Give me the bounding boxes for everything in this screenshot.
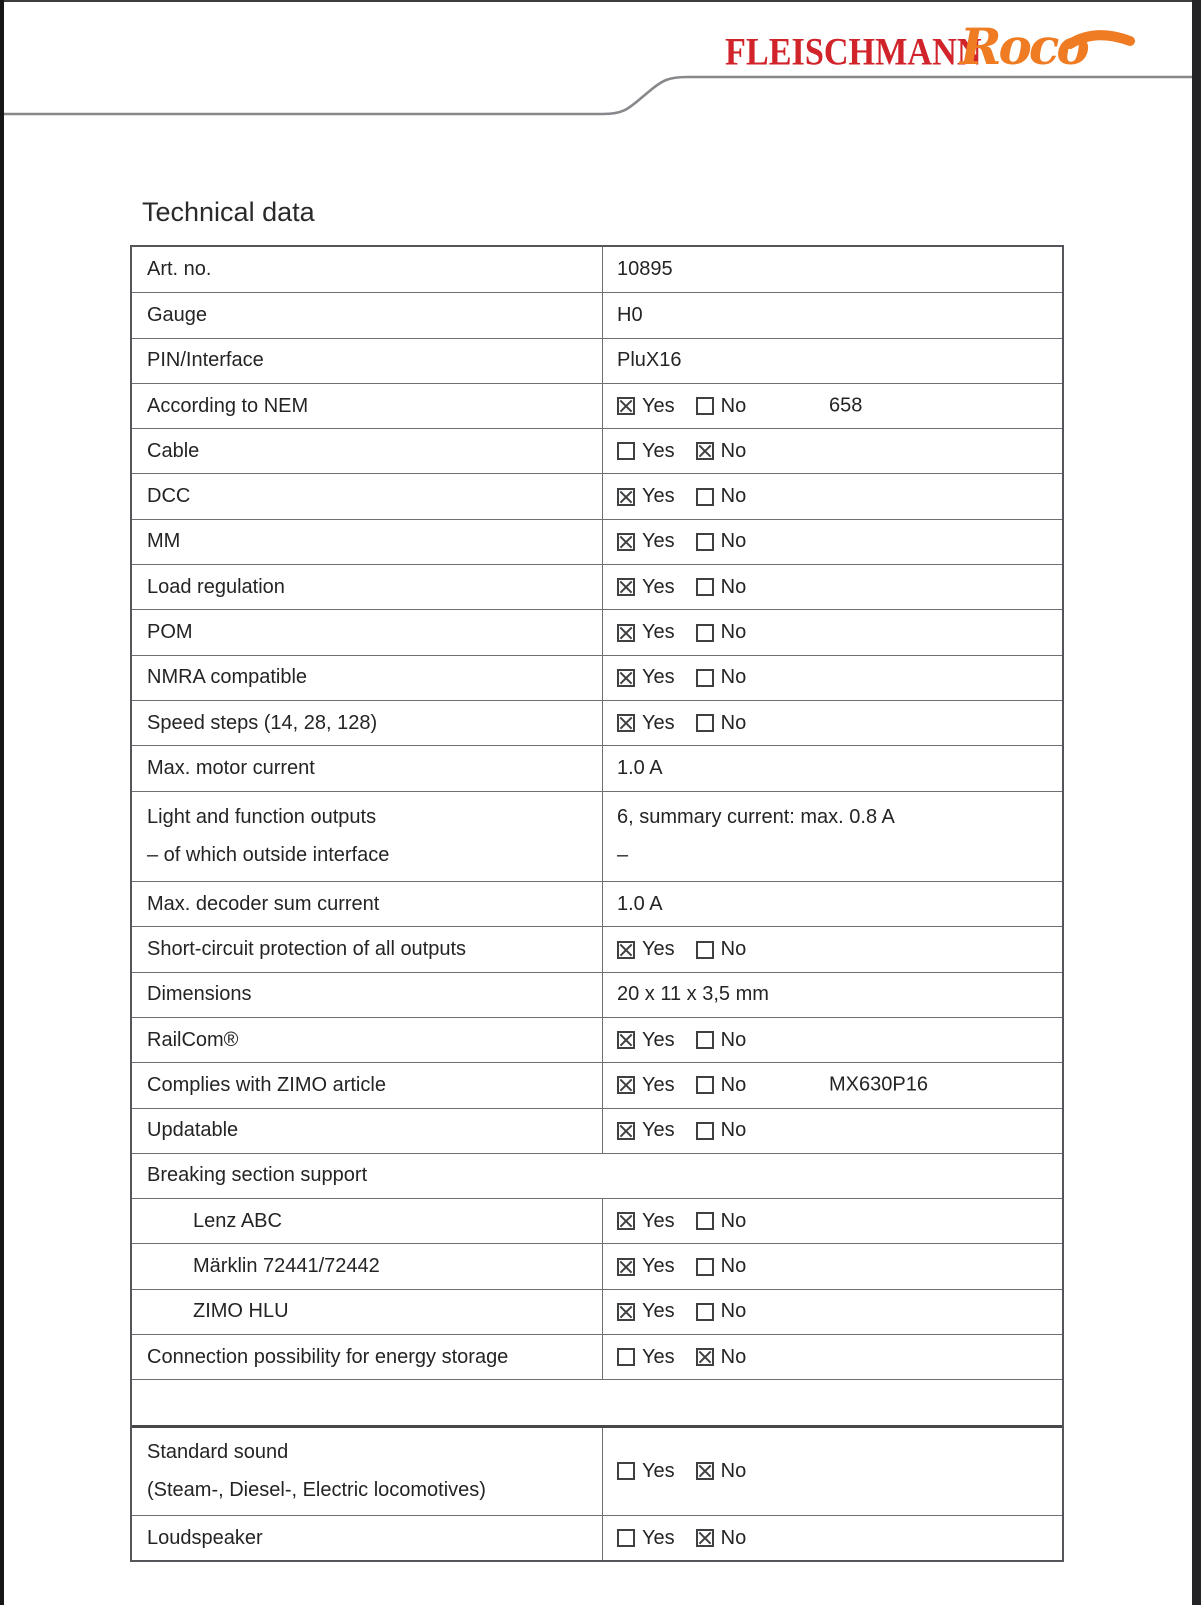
table-row <box>132 655 1062 700</box>
row-label-cell <box>132 247 602 292</box>
yes-no-group <box>617 938 1062 961</box>
yes-checkbox-checked-icon <box>617 1122 635 1140</box>
yes-no-group <box>617 1460 1062 1483</box>
yes-label: Yes <box>642 1119 675 1142</box>
table-row <box>132 1017 1062 1062</box>
row-label: Art. no. <box>147 258 212 281</box>
row-label-cell <box>132 1018 602 1062</box>
yes-checkbox-checked-icon <box>617 1212 635 1230</box>
no-checkbox-checked-icon <box>696 442 714 460</box>
yes-label: Yes <box>642 666 675 689</box>
row-label: Load regulation <box>147 575 285 598</box>
yes-checkbox-checked-icon <box>617 1258 635 1276</box>
row-label-cell <box>132 1290 602 1334</box>
no-checkbox-unchecked-icon <box>696 1031 714 1049</box>
no-label: No <box>720 485 747 508</box>
no-label: No <box>720 439 747 462</box>
yes-label: Yes <box>642 439 675 462</box>
row-label: Complies with ZIMO article <box>147 1073 386 1096</box>
yes-checkbox-checked-icon <box>617 1076 635 1094</box>
row-value-cell <box>602 656 1062 700</box>
no-label: No <box>720 1345 747 1368</box>
row-value-cell <box>602 1290 1062 1334</box>
no-checkbox-unchecked-icon <box>696 714 714 732</box>
table-row <box>132 564 1062 609</box>
yes-label: Yes <box>642 711 675 734</box>
yes-no-group <box>617 1255 1062 1278</box>
no-label: No <box>720 711 747 734</box>
yes-no-group <box>617 1119 1062 1142</box>
yes-checkbox-checked-icon <box>617 397 635 415</box>
row-value-cell <box>602 247 1062 292</box>
row-label-cell <box>132 474 602 518</box>
yes-checkbox-checked-icon <box>617 669 635 687</box>
row-label-cell <box>132 927 602 971</box>
row-label-cell <box>132 656 602 700</box>
table-row <box>132 609 1062 654</box>
row-value-cell <box>602 927 1062 971</box>
row-value-cell <box>602 293 1062 337</box>
row-label-cell <box>132 701 602 745</box>
row-label-cell <box>132 1109 602 1153</box>
row-label-cell <box>132 565 602 609</box>
row-label: Updatable <box>147 1119 239 1142</box>
row-value-cell <box>602 882 1062 926</box>
table-row <box>132 1425 1062 1516</box>
row-label: Standard sound <box>147 1441 289 1464</box>
table-row <box>132 1334 1062 1379</box>
row-value: 1.0 A <box>617 892 663 915</box>
row-label: Loudspeaker <box>147 1526 263 1549</box>
table-row <box>132 881 1062 926</box>
table-row <box>132 1198 1062 1243</box>
row-value-cell <box>602 1109 1062 1153</box>
yes-checkbox-checked-icon <box>617 714 635 732</box>
row-value-cell <box>602 339 1062 383</box>
row-value: 1.0 A <box>617 756 663 779</box>
row-label: DCC <box>147 485 191 508</box>
row-label: Light and function outputs <box>147 806 377 829</box>
yes-no-group <box>617 1346 1062 1369</box>
table-row <box>132 383 1062 428</box>
no-label: No <box>720 575 747 598</box>
yes-no-group <box>617 440 1062 463</box>
no-checkbox-unchecked-icon <box>696 533 714 551</box>
row-label-cell <box>132 746 602 790</box>
table-row <box>132 1108 1062 1153</box>
row-label: MM <box>147 530 181 553</box>
table-row <box>132 926 1062 971</box>
row-label-cell <box>132 882 602 926</box>
row-label: ZIMO HLU <box>193 1300 289 1323</box>
no-label: No <box>720 1255 747 1278</box>
row-label-cell <box>132 1199 602 1243</box>
row-label: POM <box>147 621 193 644</box>
roco-swash-icon <box>1070 35 1130 44</box>
row-label-cell <box>132 1516 602 1560</box>
row-value: 20 x 11 x 3,5 mm <box>617 983 769 1006</box>
row-label: PIN/Interface <box>147 349 264 372</box>
row-value-cell <box>602 1516 1062 1560</box>
row-label-cell <box>132 293 602 337</box>
yes-label: Yes <box>642 530 675 553</box>
no-label: No <box>720 1028 747 1051</box>
no-checkbox-unchecked-icon <box>696 397 714 415</box>
no-checkbox-unchecked-icon <box>696 1258 714 1276</box>
yes-checkbox-checked-icon <box>617 578 635 596</box>
row-value-cell <box>602 565 1062 609</box>
row-label-cell <box>132 1244 602 1288</box>
table-row <box>132 1515 1062 1560</box>
row-value-cell <box>602 1335 1062 1379</box>
yes-no-group <box>617 530 1062 553</box>
table-row <box>132 1379 1062 1424</box>
table-row <box>132 972 1062 1017</box>
yes-label: Yes <box>642 1255 675 1278</box>
no-checkbox-unchecked-icon <box>696 578 714 596</box>
row-value-cell <box>602 973 1062 1017</box>
table-row <box>132 292 1062 337</box>
row-value-line2: – <box>617 844 629 867</box>
yes-label: Yes <box>642 621 675 644</box>
table-row <box>132 1243 1062 1288</box>
no-checkbox-unchecked-icon <box>696 669 714 687</box>
yes-checkbox-unchecked-icon <box>617 442 635 460</box>
yes-checkbox-unchecked-icon <box>617 1348 635 1366</box>
yes-label: Yes <box>642 394 675 417</box>
row-label-cell <box>132 520 602 564</box>
yes-checkbox-checked-icon <box>617 533 635 551</box>
empty-cell <box>132 1380 1062 1424</box>
table-row <box>132 1289 1062 1334</box>
row-label: Connection possibility for energy storage <box>147 1345 509 1368</box>
row-value-cell <box>602 1199 1062 1243</box>
row-label: Cable <box>147 439 200 462</box>
no-label: No <box>720 394 747 417</box>
row-label: Märklin 72441/72442 <box>193 1255 380 1278</box>
row-value-cell <box>602 792 1062 882</box>
page-title: Technical data <box>142 197 315 227</box>
yes-no-group <box>617 1527 1062 1550</box>
row-label: Max. motor current <box>147 756 315 779</box>
yes-label: Yes <box>642 1459 675 1482</box>
yes-no-group <box>617 485 1062 508</box>
table-row <box>132 1062 1062 1107</box>
no-label: No <box>720 1209 747 1232</box>
row-value-cell <box>602 610 1062 654</box>
yes-checkbox-checked-icon <box>617 1303 635 1321</box>
yes-no-group <box>617 1029 1062 1052</box>
row-label: NMRA compatible <box>147 666 308 689</box>
row-label: Breaking section support <box>147 1164 368 1187</box>
row-value-cell <box>602 1063 1062 1107</box>
yes-no-group <box>617 621 1062 644</box>
no-checkbox-checked-icon <box>696 1348 714 1366</box>
roco-logo <box>958 14 1158 80</box>
row-value: 10895 <box>617 258 673 281</box>
yes-label: Yes <box>642 575 675 598</box>
row-label-cell <box>132 1428 602 1516</box>
row-value-cell <box>602 429 1062 473</box>
no-label: No <box>720 530 747 553</box>
row-value: PluX16 <box>617 349 682 372</box>
table-row <box>132 700 1062 745</box>
no-label: No <box>720 621 747 644</box>
row-value-cell <box>602 1018 1062 1062</box>
yes-checkbox-checked-icon <box>617 1031 635 1049</box>
table-row <box>132 428 1062 473</box>
technical-data-table <box>130 245 1064 1562</box>
row-value-cell <box>602 520 1062 564</box>
no-label: No <box>720 1459 747 1482</box>
yes-no-group <box>617 1300 1062 1323</box>
no-checkbox-unchecked-icon <box>696 1212 714 1230</box>
no-checkbox-unchecked-icon <box>696 488 714 506</box>
section-header-cell <box>132 1154 1062 1198</box>
yes-no-group <box>617 1210 1062 1233</box>
roco-logo-text: Roco <box>960 17 1087 76</box>
no-checkbox-checked-icon <box>696 1529 714 1547</box>
row-value-cell <box>602 746 1062 790</box>
no-label: No <box>720 1073 747 1096</box>
no-label: No <box>720 1119 747 1142</box>
row-extra-value: MX630P16 <box>829 1073 928 1096</box>
row-label: Max. decoder sum current <box>147 892 380 915</box>
row-label: Lenz ABC <box>193 1209 282 1232</box>
yes-no-group <box>617 666 1062 689</box>
row-label-cell <box>132 429 602 473</box>
yes-label: Yes <box>642 1209 675 1232</box>
table-row <box>132 519 1062 564</box>
table-row <box>132 338 1062 383</box>
no-checkbox-unchecked-icon <box>696 624 714 642</box>
yes-label: Yes <box>642 1073 675 1096</box>
yes-label: Yes <box>642 1300 675 1323</box>
yes-checkbox-unchecked-icon <box>617 1462 635 1480</box>
yes-no-group <box>617 576 1062 599</box>
yes-no-group <box>617 712 1062 735</box>
row-value-cell <box>602 384 1062 428</box>
no-checkbox-checked-icon <box>696 1462 714 1480</box>
yes-checkbox-unchecked-icon <box>617 1529 635 1547</box>
row-label-line2: (Steam-, Diesel-, Electric locomotives) <box>147 1479 486 1502</box>
row-value-cell <box>602 474 1062 518</box>
row-label: RailCom® <box>147 1028 239 1051</box>
yes-checkbox-checked-icon <box>617 488 635 506</box>
no-checkbox-unchecked-icon <box>696 1076 714 1094</box>
row-value-cell <box>602 701 1062 745</box>
row-label-line2: – of which outside interface <box>147 844 390 867</box>
row-label: Speed steps (14, 28, 128) <box>147 711 378 734</box>
table-row <box>132 247 1062 292</box>
no-checkbox-unchecked-icon <box>696 1122 714 1140</box>
no-label: No <box>720 1300 747 1323</box>
row-label-cell <box>132 339 602 383</box>
row-label-cell <box>132 792 602 882</box>
row-value: H0 <box>617 303 643 326</box>
row-label: Short-circuit protection of all outputs <box>147 938 467 960</box>
table-row <box>132 473 1062 518</box>
table-row <box>132 745 1062 790</box>
page-left-edge <box>0 0 4 1605</box>
yes-label: Yes <box>642 1345 675 1368</box>
table-row <box>132 791 1062 882</box>
row-value-cell <box>602 1428 1062 1516</box>
no-label: No <box>720 1526 747 1549</box>
page-right-edge <box>1192 0 1201 1605</box>
row-label-cell <box>132 610 602 654</box>
table-row <box>132 1153 1062 1198</box>
row-label-cell <box>132 384 602 428</box>
yes-label: Yes <box>642 485 675 508</box>
yes-label: Yes <box>642 1028 675 1051</box>
no-label: No <box>720 666 747 689</box>
row-label: Gauge <box>147 303 208 326</box>
row-label: According to NEM <box>147 394 309 417</box>
row-value-cell <box>602 1244 1062 1288</box>
yes-label: Yes <box>642 938 675 960</box>
row-label: Dimensions <box>147 983 252 1006</box>
row-label-cell <box>132 1335 602 1379</box>
row-label-cell <box>132 973 602 1017</box>
fleischmann-logo: FLEISCHMANN <box>725 30 982 74</box>
yes-label: Yes <box>642 1526 675 1549</box>
row-extra-value: 658 <box>829 394 863 417</box>
row-value: 6, summary current: max. 0.8 A <box>617 806 895 829</box>
row-label-cell <box>132 1063 602 1107</box>
no-checkbox-unchecked-icon <box>696 1303 714 1321</box>
yes-checkbox-checked-icon <box>617 941 635 959</box>
no-checkbox-unchecked-icon <box>696 941 714 959</box>
no-label: No <box>720 938 747 960</box>
yes-checkbox-checked-icon <box>617 624 635 642</box>
